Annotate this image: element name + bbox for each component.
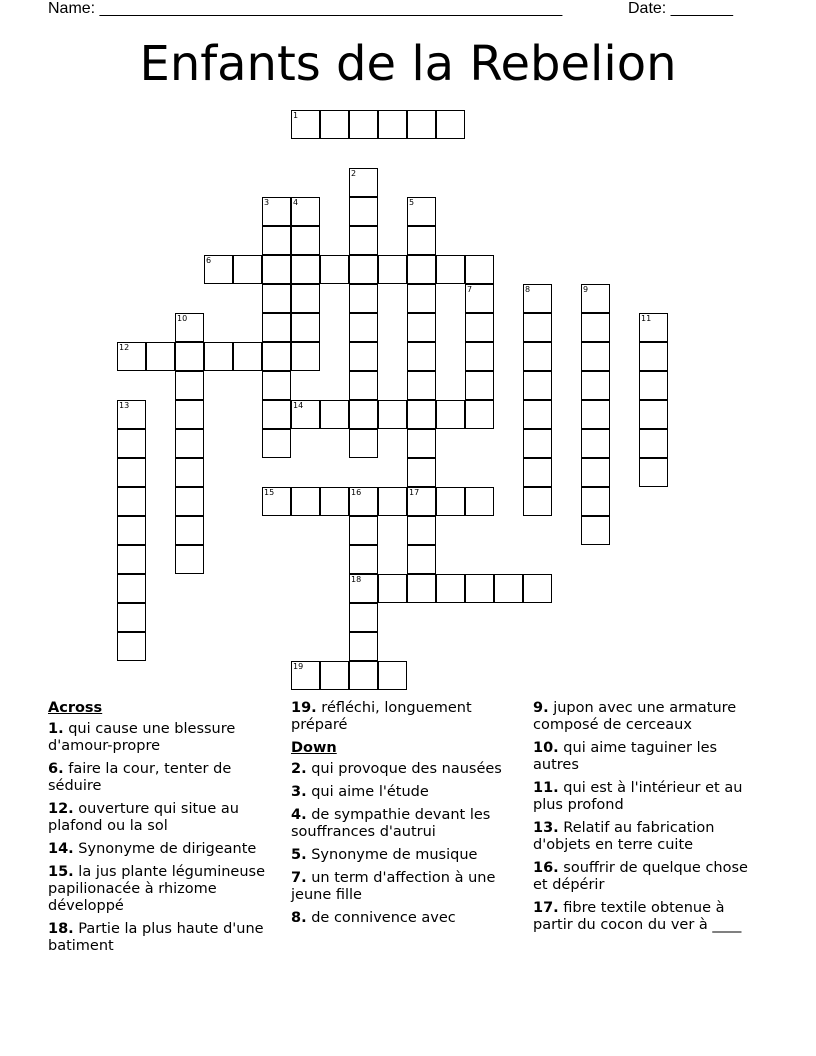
grid-cell[interactable] <box>523 342 552 371</box>
grid-cell[interactable] <box>523 458 552 487</box>
grid-cell[interactable] <box>639 313 668 342</box>
grid-cell[interactable] <box>523 574 552 603</box>
grid-cell[interactable] <box>465 255 494 284</box>
clue-down-8: 8. de connivence avec <box>291 910 456 926</box>
grid-cell[interactable] <box>349 342 378 371</box>
grid-cell[interactable] <box>378 400 407 429</box>
grid-cell[interactable] <box>291 110 320 139</box>
grid-cell[interactable] <box>320 400 349 429</box>
grid-cell[interactable] <box>291 342 320 371</box>
clue-number: 13 <box>119 401 130 410</box>
grid-cell[interactable] <box>639 429 668 458</box>
grid-cell[interactable] <box>349 429 378 458</box>
clue-number: 15 <box>264 488 275 497</box>
grid-cell[interactable] <box>407 313 436 342</box>
grid-cell[interactable] <box>262 255 291 284</box>
grid-cell[interactable] <box>378 574 407 603</box>
grid-cell[interactable] <box>262 371 291 400</box>
grid-cell[interactable] <box>581 284 610 313</box>
grid-cell[interactable] <box>378 110 407 139</box>
grid-cell[interactable] <box>320 487 349 516</box>
grid-cell[interactable] <box>291 197 320 226</box>
grid-cell[interactable] <box>465 313 494 342</box>
grid-cell[interactable] <box>581 371 610 400</box>
grid-cell[interactable] <box>378 661 407 690</box>
clue-down-7: 7. un term d'affection à une jeune fille <box>291 870 496 903</box>
clue-down-11: 11. qui est à l'intérieur et au plus profond <box>533 780 743 813</box>
puzzle-title: Enfants de la Rebelion <box>139 36 677 92</box>
grid-cell[interactable] <box>117 545 146 574</box>
grid-cell[interactable] <box>349 574 378 603</box>
grid-cell[interactable] <box>407 255 436 284</box>
grid-cell[interactable] <box>262 342 291 371</box>
grid-cell[interactable] <box>349 632 378 661</box>
clue-down-3: 3. qui aime l'étude <box>291 784 429 800</box>
clue-number: 7 <box>467 285 473 294</box>
grid-cell[interactable] <box>407 458 436 487</box>
grid-cell[interactable] <box>639 400 668 429</box>
grid-cell[interactable] <box>349 516 378 545</box>
grid-cell[interactable] <box>117 574 146 603</box>
clue-number: 3 <box>264 198 270 207</box>
clue-number: 18 <box>351 575 362 584</box>
grid-cell[interactable] <box>436 487 465 516</box>
clue-across-1: 1. qui cause une blessure d'amour-propre <box>48 721 236 754</box>
grid-cell[interactable] <box>349 168 378 197</box>
clue-across-18: 18. Partie la plus haute d'une batiment <box>48 921 264 954</box>
grid-cell[interactable] <box>349 313 378 342</box>
grid-cell[interactable] <box>494 574 523 603</box>
grid-cell[interactable] <box>407 545 436 574</box>
grid-cell[interactable] <box>407 429 436 458</box>
name-field: Name: ____________________________________________________ <box>48 0 563 17</box>
grid-cell[interactable] <box>146 342 175 371</box>
grid-cell[interactable] <box>523 429 552 458</box>
grid-cell[interactable] <box>465 371 494 400</box>
grid-cell[interactable] <box>262 284 291 313</box>
grid-cell[interactable] <box>117 632 146 661</box>
clue-across-15: 15. la jus plante légumineuse papilionacée à rhizome développé <box>48 864 265 914</box>
clue-number: 4 <box>293 198 299 207</box>
grid-cell[interactable] <box>349 371 378 400</box>
clue-down-4: 4. de sympathie devant les souffrances d'autrui <box>291 807 491 840</box>
grid-cell[interactable] <box>378 487 407 516</box>
grid-cell[interactable] <box>465 574 494 603</box>
grid-cell[interactable] <box>407 226 436 255</box>
grid-cell[interactable] <box>320 255 349 284</box>
grid-cell[interactable] <box>349 197 378 226</box>
grid-cell[interactable] <box>262 400 291 429</box>
grid-cell[interactable] <box>349 487 378 516</box>
down-heading: Down <box>291 740 337 756</box>
clue-down-9: 9. jupon avec une armature composé de cerceaux <box>533 700 737 733</box>
grid-cell[interactable] <box>233 342 262 371</box>
clue-number: 19 <box>293 662 304 671</box>
grid-cell[interactable] <box>465 400 494 429</box>
grid-cell[interactable] <box>175 545 204 574</box>
grid-cell[interactable] <box>291 284 320 313</box>
grid-cell[interactable] <box>175 400 204 429</box>
clue-column-1 <box>48 700 273 961</box>
clue-down-5: 5. Synonyme de musique <box>291 847 478 863</box>
grid-cell[interactable] <box>639 458 668 487</box>
grid-cell[interactable] <box>262 226 291 255</box>
clue-across-14: 14. Synonyme de dirigeante <box>48 841 257 857</box>
grid-cell[interactable] <box>465 487 494 516</box>
grid-cell[interactable] <box>523 313 552 342</box>
grid-cell[interactable] <box>117 458 146 487</box>
grid-cell[interactable] <box>581 400 610 429</box>
date-field: Date: _______ <box>628 0 733 17</box>
clue-number: 11 <box>641 314 652 323</box>
clue-number: 1 <box>293 111 299 120</box>
grid-cell[interactable] <box>117 429 146 458</box>
grid-cell[interactable] <box>407 516 436 545</box>
grid-cell[interactable] <box>175 458 204 487</box>
clue-down-13: 13. Relatif au fabrication d'objets en terre cuite <box>533 820 715 853</box>
grid-cell[interactable] <box>407 487 436 516</box>
grid-cell[interactable] <box>349 545 378 574</box>
grid-cell[interactable] <box>291 313 320 342</box>
clue-number: 16 <box>351 488 362 497</box>
grid-cell[interactable] <box>175 429 204 458</box>
grid-cell[interactable] <box>523 284 552 313</box>
clue-down-2: 2. qui provoque des nausées <box>291 761 502 777</box>
grid-cell[interactable] <box>175 487 204 516</box>
grid-cell[interactable] <box>349 284 378 313</box>
grid-cell[interactable] <box>349 255 378 284</box>
grid-cell[interactable] <box>581 429 610 458</box>
clue-number: 12 <box>119 343 130 352</box>
grid-cell[interactable] <box>523 400 552 429</box>
grid-cell[interactable] <box>349 226 378 255</box>
grid-cell[interactable] <box>581 313 610 342</box>
grid-cell[interactable] <box>465 342 494 371</box>
clue-column-2 <box>291 700 516 933</box>
grid-cell[interactable] <box>291 226 320 255</box>
clue-number: 9 <box>583 285 589 294</box>
grid-cell[interactable] <box>407 342 436 371</box>
grid-cell[interactable] <box>523 487 552 516</box>
grid-cell[interactable] <box>291 255 320 284</box>
grid-cell[interactable] <box>407 371 436 400</box>
grid-cell[interactable] <box>175 371 204 400</box>
grid-cell[interactable] <box>581 458 610 487</box>
grid-cell[interactable] <box>117 516 146 545</box>
grid-cell[interactable] <box>117 487 146 516</box>
clue-across-12: 12. ouverture qui situe au plafond ou la sol <box>48 801 239 834</box>
grid-cell[interactable] <box>465 284 494 313</box>
clue-number: 6 <box>206 256 212 265</box>
grid-cell[interactable] <box>639 371 668 400</box>
grid-cell[interactable] <box>639 342 668 371</box>
clue-across-6: 6. faire la cour, tenter de séduire <box>48 761 232 794</box>
grid-cell[interactable] <box>349 110 378 139</box>
grid-cell[interactable] <box>407 574 436 603</box>
clue-number: 2 <box>351 169 357 178</box>
grid-cell[interactable] <box>320 661 349 690</box>
grid-cell[interactable] <box>349 400 378 429</box>
grid-cell[interactable] <box>117 400 146 429</box>
grid-cell[interactable] <box>175 313 204 342</box>
grid-cell[interactable] <box>291 661 320 690</box>
grid-cell[interactable] <box>291 487 320 516</box>
grid-cell[interactable] <box>436 400 465 429</box>
grid-cell[interactable] <box>117 603 146 632</box>
grid-cell[interactable] <box>407 284 436 313</box>
clue-number: 5 <box>409 198 415 207</box>
grid-cell[interactable] <box>407 197 436 226</box>
grid-cell[interactable] <box>407 400 436 429</box>
clue-down-17: 17. fibre textile obtenue à partir du cocon du ver à ____ <box>533 900 742 933</box>
grid-cell[interactable] <box>378 255 407 284</box>
grid-cell[interactable] <box>117 342 146 371</box>
grid-cell[interactable] <box>262 197 291 226</box>
header <box>48 0 748 20</box>
clue-number: 17 <box>409 488 420 497</box>
grid-cell[interactable] <box>581 516 610 545</box>
clue-number: 8 <box>525 285 531 294</box>
grid-cell[interactable] <box>262 429 291 458</box>
across-heading: Across <box>48 700 103 716</box>
grid-cell[interactable] <box>436 574 465 603</box>
grid-cell[interactable] <box>436 110 465 139</box>
grid-cell[interactable] <box>349 661 378 690</box>
grid-cell[interactable] <box>581 487 610 516</box>
clue-down-16: 16. souffrir de quelque chose et dépérir <box>533 860 748 893</box>
clue-number: 14 <box>293 401 304 410</box>
grid-cell[interactable] <box>320 110 349 139</box>
grid-cell[interactable] <box>349 603 378 632</box>
grid-cell[interactable] <box>204 255 233 284</box>
grid-cell[interactable] <box>581 342 610 371</box>
grid-cell[interactable] <box>523 371 552 400</box>
grid-cell[interactable] <box>175 516 204 545</box>
clue-across-19: 19. réfléchi, longuement préparé <box>291 700 472 733</box>
grid-cell[interactable] <box>262 313 291 342</box>
grid-cell[interactable] <box>262 487 291 516</box>
clue-number: 10 <box>177 314 188 323</box>
grid-cell[interactable] <box>233 255 262 284</box>
clue-column-3 <box>533 700 758 940</box>
grid-cell[interactable] <box>175 342 204 371</box>
grid-cell[interactable] <box>407 110 436 139</box>
grid-cell[interactable] <box>436 255 465 284</box>
grid-cell[interactable] <box>291 400 320 429</box>
clue-down-10: 10. qui aime taguiner les autres <box>533 740 718 773</box>
grid-cell[interactable] <box>204 342 233 371</box>
